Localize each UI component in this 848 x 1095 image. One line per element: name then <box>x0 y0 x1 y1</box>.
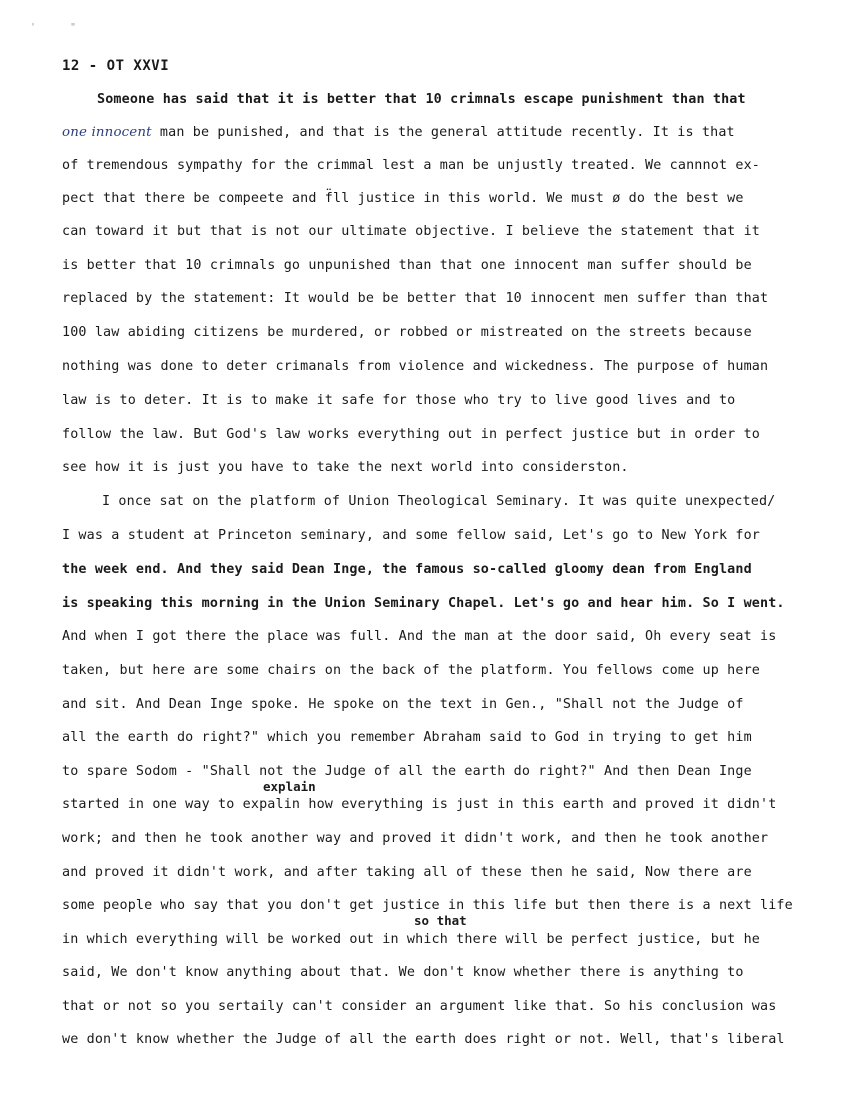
p1-line-6: is better that 10 crimnals go unpunished than that one innocent man suffer should be <box>62 258 752 273</box>
interlinear-insert-explain: explain <box>263 779 316 794</box>
p1-line-11: follow the law. But God's law works everything out in perfect justice but in order to <box>62 427 761 442</box>
p2-line-14: in which everything will be worked out in which there will be perfect justice, but he <box>62 932 761 947</box>
p2-line-6: taken, but here are some chairs on the back of the platform. You fellows come up here <box>62 663 761 678</box>
p2-line-2: I was a student at Princeton seminary, and some fellow said, Let's go to New York for <box>62 528 761 543</box>
p2-line-4: is speaking this morning in the Union Seminary Chapel. Let's go and hear him. So I went. <box>62 596 785 611</box>
p1-line-10: law is to deter. It is to make it safe for those who try to live good lives and to <box>62 393 736 408</box>
p1-line-5: can toward it but that is not our ultimate objective. I believe the statement that it <box>62 224 761 239</box>
p2-line-5: And when I got there the place was full. And the man at the door said, Oh every seat is <box>62 629 777 644</box>
p2-line-16: that or not so you sertaily can't consider an argument like that. So his conclusion was <box>62 999 777 1014</box>
p1-line-4: pect that there be compeete and f̈ll justice in this world. We must ø do the best we <box>62 191 744 206</box>
p2-line-17: we don't know whether the Judge of all the earth does right or not. Well, that's liberal <box>62 1032 785 1047</box>
corner-marks: ' " <box>30 22 91 33</box>
interlinear-insert-so-that: so that <box>414 913 467 928</box>
p2-line-10: started in one way to expalin how everything is just in this earth and proved it didn't <box>62 797 777 812</box>
p1-line-3: of tremendous sympathy for the crimmal lest a man be unjustly treated. We cannnot ex- <box>62 158 761 173</box>
p1-line-2 <box>62 124 822 142</box>
p2-line-13: some people who say that you don't get justice in this life but then there is a next life <box>62 898 793 913</box>
p1-line-7: replaced by the statement: It would be be better that 10 innocent men suffer than that <box>62 291 769 306</box>
p2-line-3: the week end. And they said Dean Inge, the famous so-called gloomy dean from England <box>62 562 752 577</box>
p1-line-2-rest: man be punished, and that is the general attitude recently. It is that <box>151 125 735 140</box>
p1-line-9: nothing was done to deter crimanals from violence and wickedness. The purpose of human <box>62 359 769 374</box>
p2-line-8: all the earth do right?" which you remember Abraham said to God in trying to get him <box>62 730 752 745</box>
p2-line-9: to spare Sodom - "Shall not the Judge of all the earth do right?" And then Dean Inge <box>62 764 752 779</box>
p2-line-1: I once sat on the platform of Union Theological Seminary. It was quite unexpected/ <box>102 494 776 509</box>
p2-line-12: and proved it didn't work, and after taking all of these then he said, Now there are <box>62 865 752 880</box>
p1-line-8: 100 law abiding citizens be murdered, or robbed or mistreated on the streets because <box>62 325 752 340</box>
p2-line-7: and sit. And Dean Inge spoke. He spoke on the text in Gen., "Shall not the Judge of <box>62 697 744 712</box>
page-label: 12 - OT XXVI <box>62 58 170 74</box>
p2-line-11: work; and then he took another way and proved it didn't work, and then he took another <box>62 831 769 846</box>
p1-line-12: see how it is just you have to take the next world into considerston. <box>62 460 629 475</box>
handwritten-correction: one innocent <box>62 125 152 140</box>
p1-line-1: Someone has said that it is better that 10 crimnals escape punishment than that <box>97 92 746 107</box>
p2-line-15: said, We don't know anything about that. We don't know whether there is anything to <box>62 965 744 980</box>
